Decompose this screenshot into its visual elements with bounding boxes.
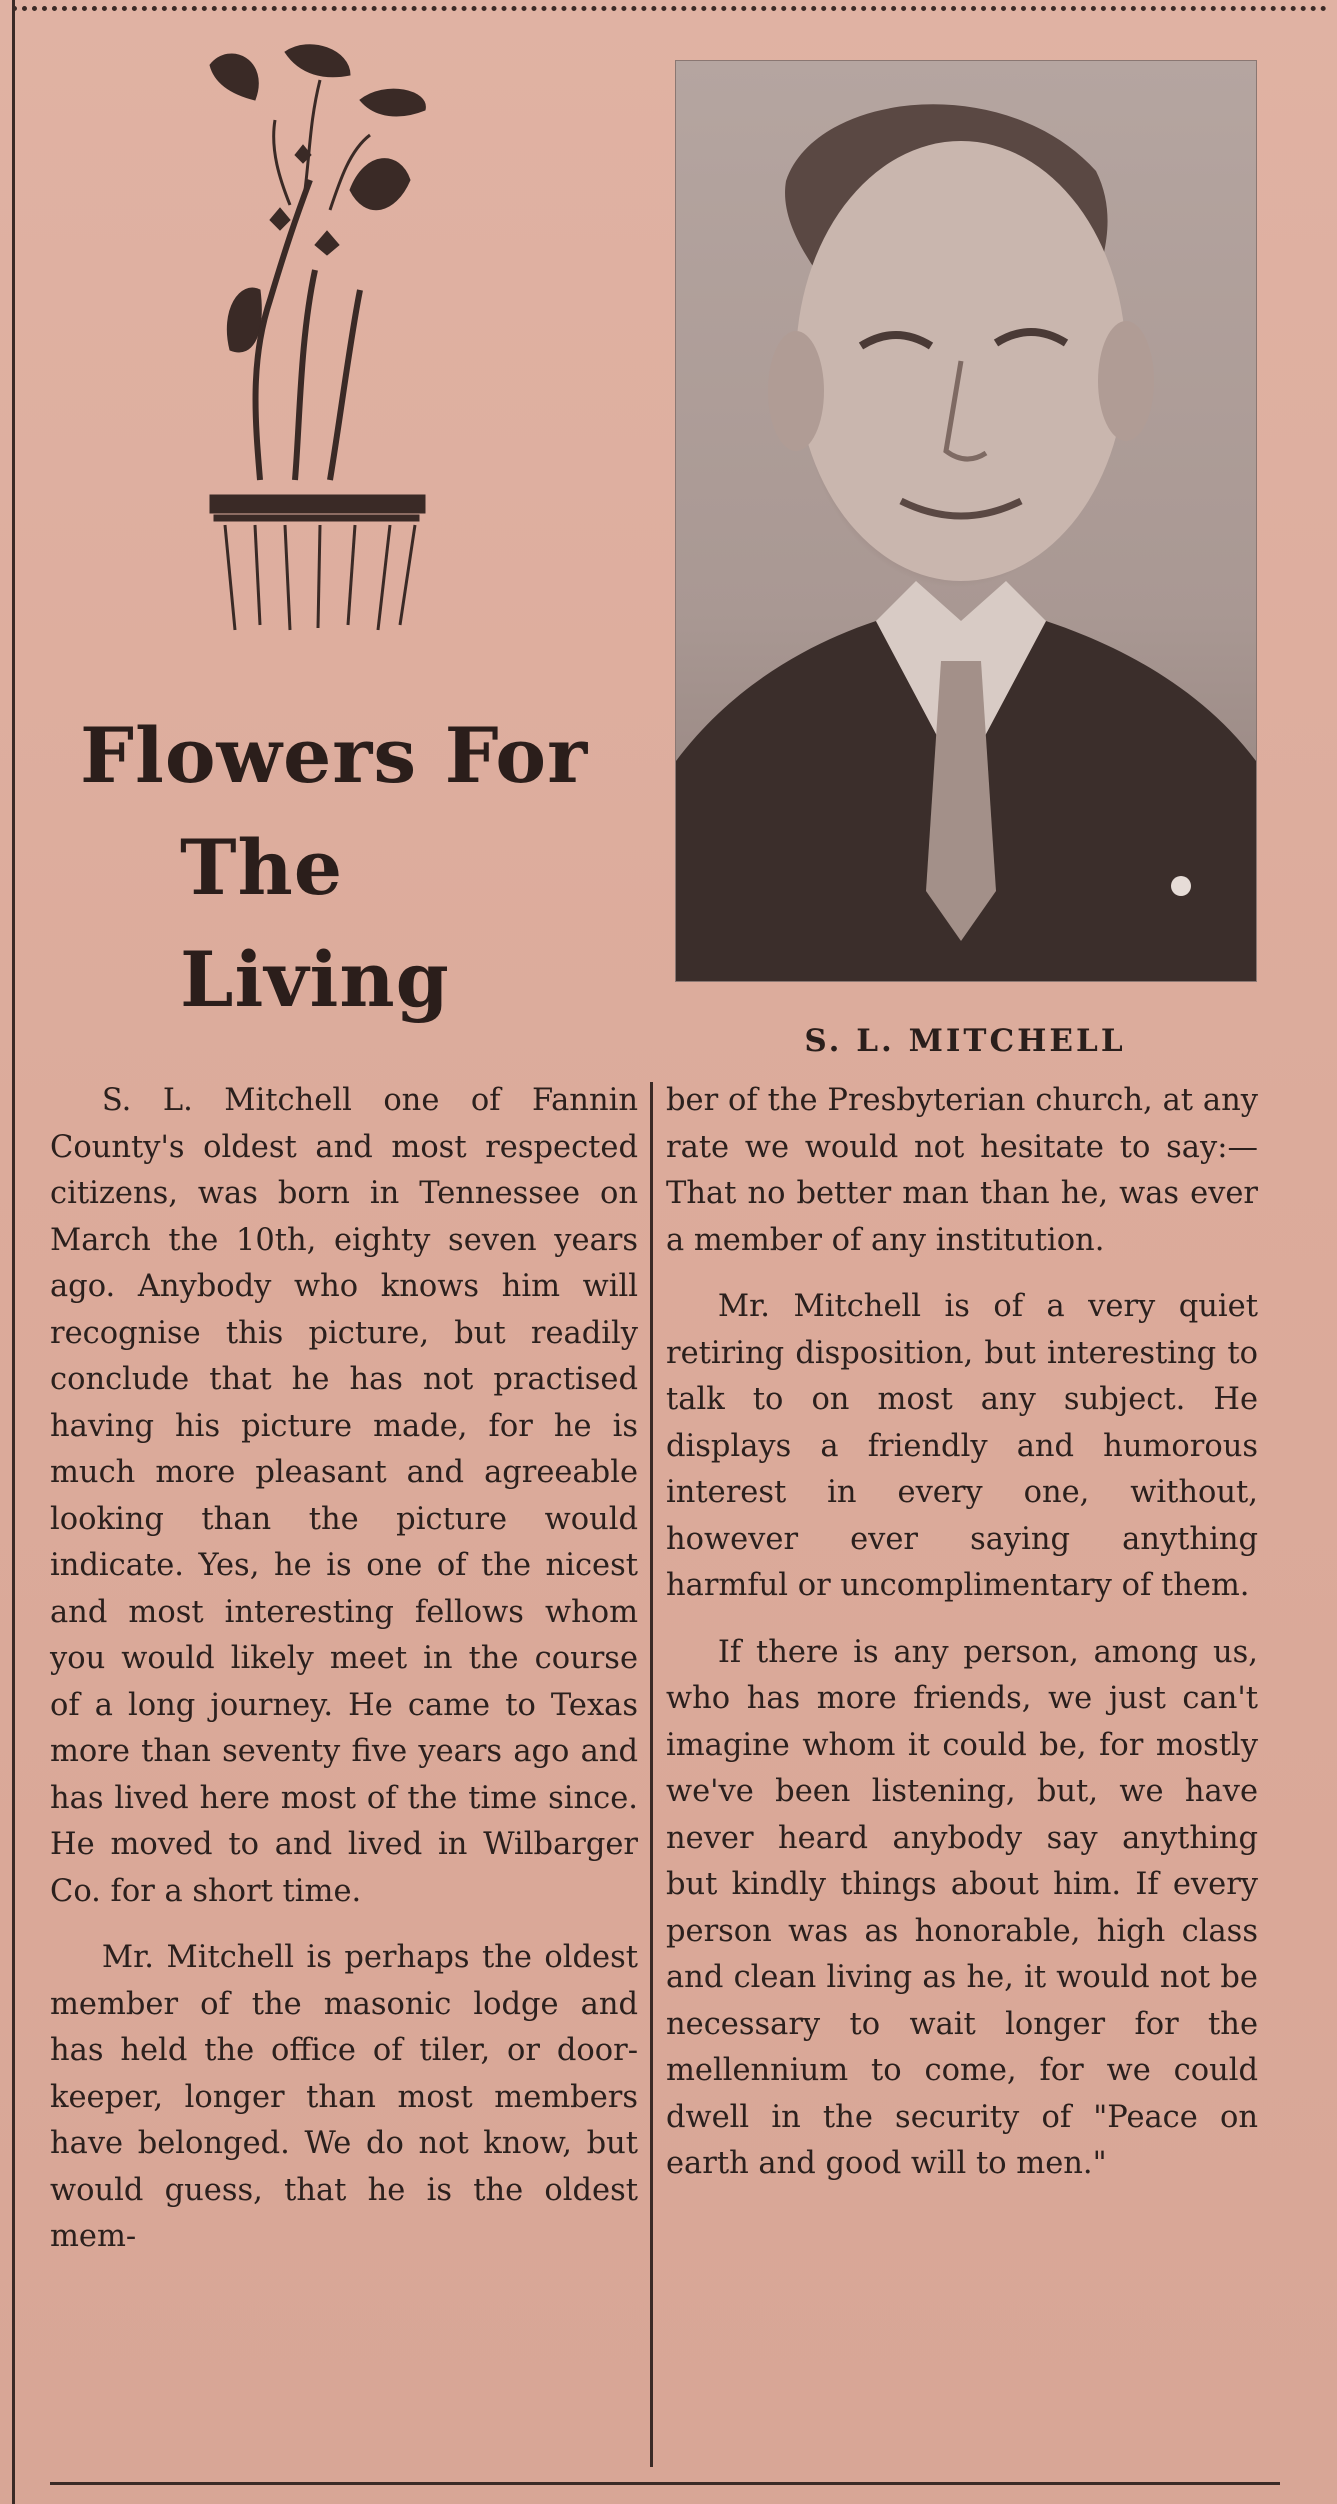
right-column [666,1078,1258,2188]
left-column [50,1078,638,2261]
paragraph: Mr. Mitchell is perhaps the oldest member of the masonic lodge and has held the office of tiler, or door-keeper, longer than most members have belonged. We do not know, but would guess, that he is the oldest mem- [50,1940,638,2254]
paragraph: ber of the Presbyterian church, at any rate we would not hesitate to say:— That no better man than he, was ever a member of any institution. [666,1083,1258,1258]
left-column-rule [12,0,15,2504]
headline-line-1: Flowers For [80,711,589,800]
article-headline [60,700,620,1036]
headline-line-2: The Living [180,823,450,1024]
paragraph: S. L. Mitchell one of Fannin County's oldest and most respected citizens, was born in Tennessee on March the 10th, eighty seven years ago. Anybody who knows him will recognise this picture, but readily conclude that he has not practised having his picture made, for he is much more pleasant and agreeable looking than the picture would indicate. Yes, he is one of the nicest and most interesting fellows whom you would likely meet in the course of a long journey. He came to Texas more than seventy five years ago and has lived here most of the time since. He moved to and lived in Wilbarger Co. for a short time. [50,1083,638,1909]
column-divider [650,1082,653,2467]
bottom-border-rule [50,2482,1280,2485]
top-border-rule [12,6,1327,16]
portrait-photo [675,60,1257,982]
paragraph: Mr. Mitchell is of a very quiet retiring disposition, but interesting to talk to on most any subject. He displays a friendly and humorous interest in every one, without, however ever saying anything harmful or uncomplimentary of them. [666,1289,1258,1603]
paragraph: If there is any person, among us, who has more friends, we just can't imagine whom it could be, for mostly we've been listening, but, we have never heard anybody say anything but kindly things about him. If every person was as honorable, high class and clean living as he, it would not be necessary to wait longer for the mellennium to come, for we could dwell in the security of "Peace on earth and good will to men." [666,1634,1258,2181]
flower-vase-icon [200,40,440,640]
photo-caption: S. L. MITCHELL [804,1023,1126,1059]
